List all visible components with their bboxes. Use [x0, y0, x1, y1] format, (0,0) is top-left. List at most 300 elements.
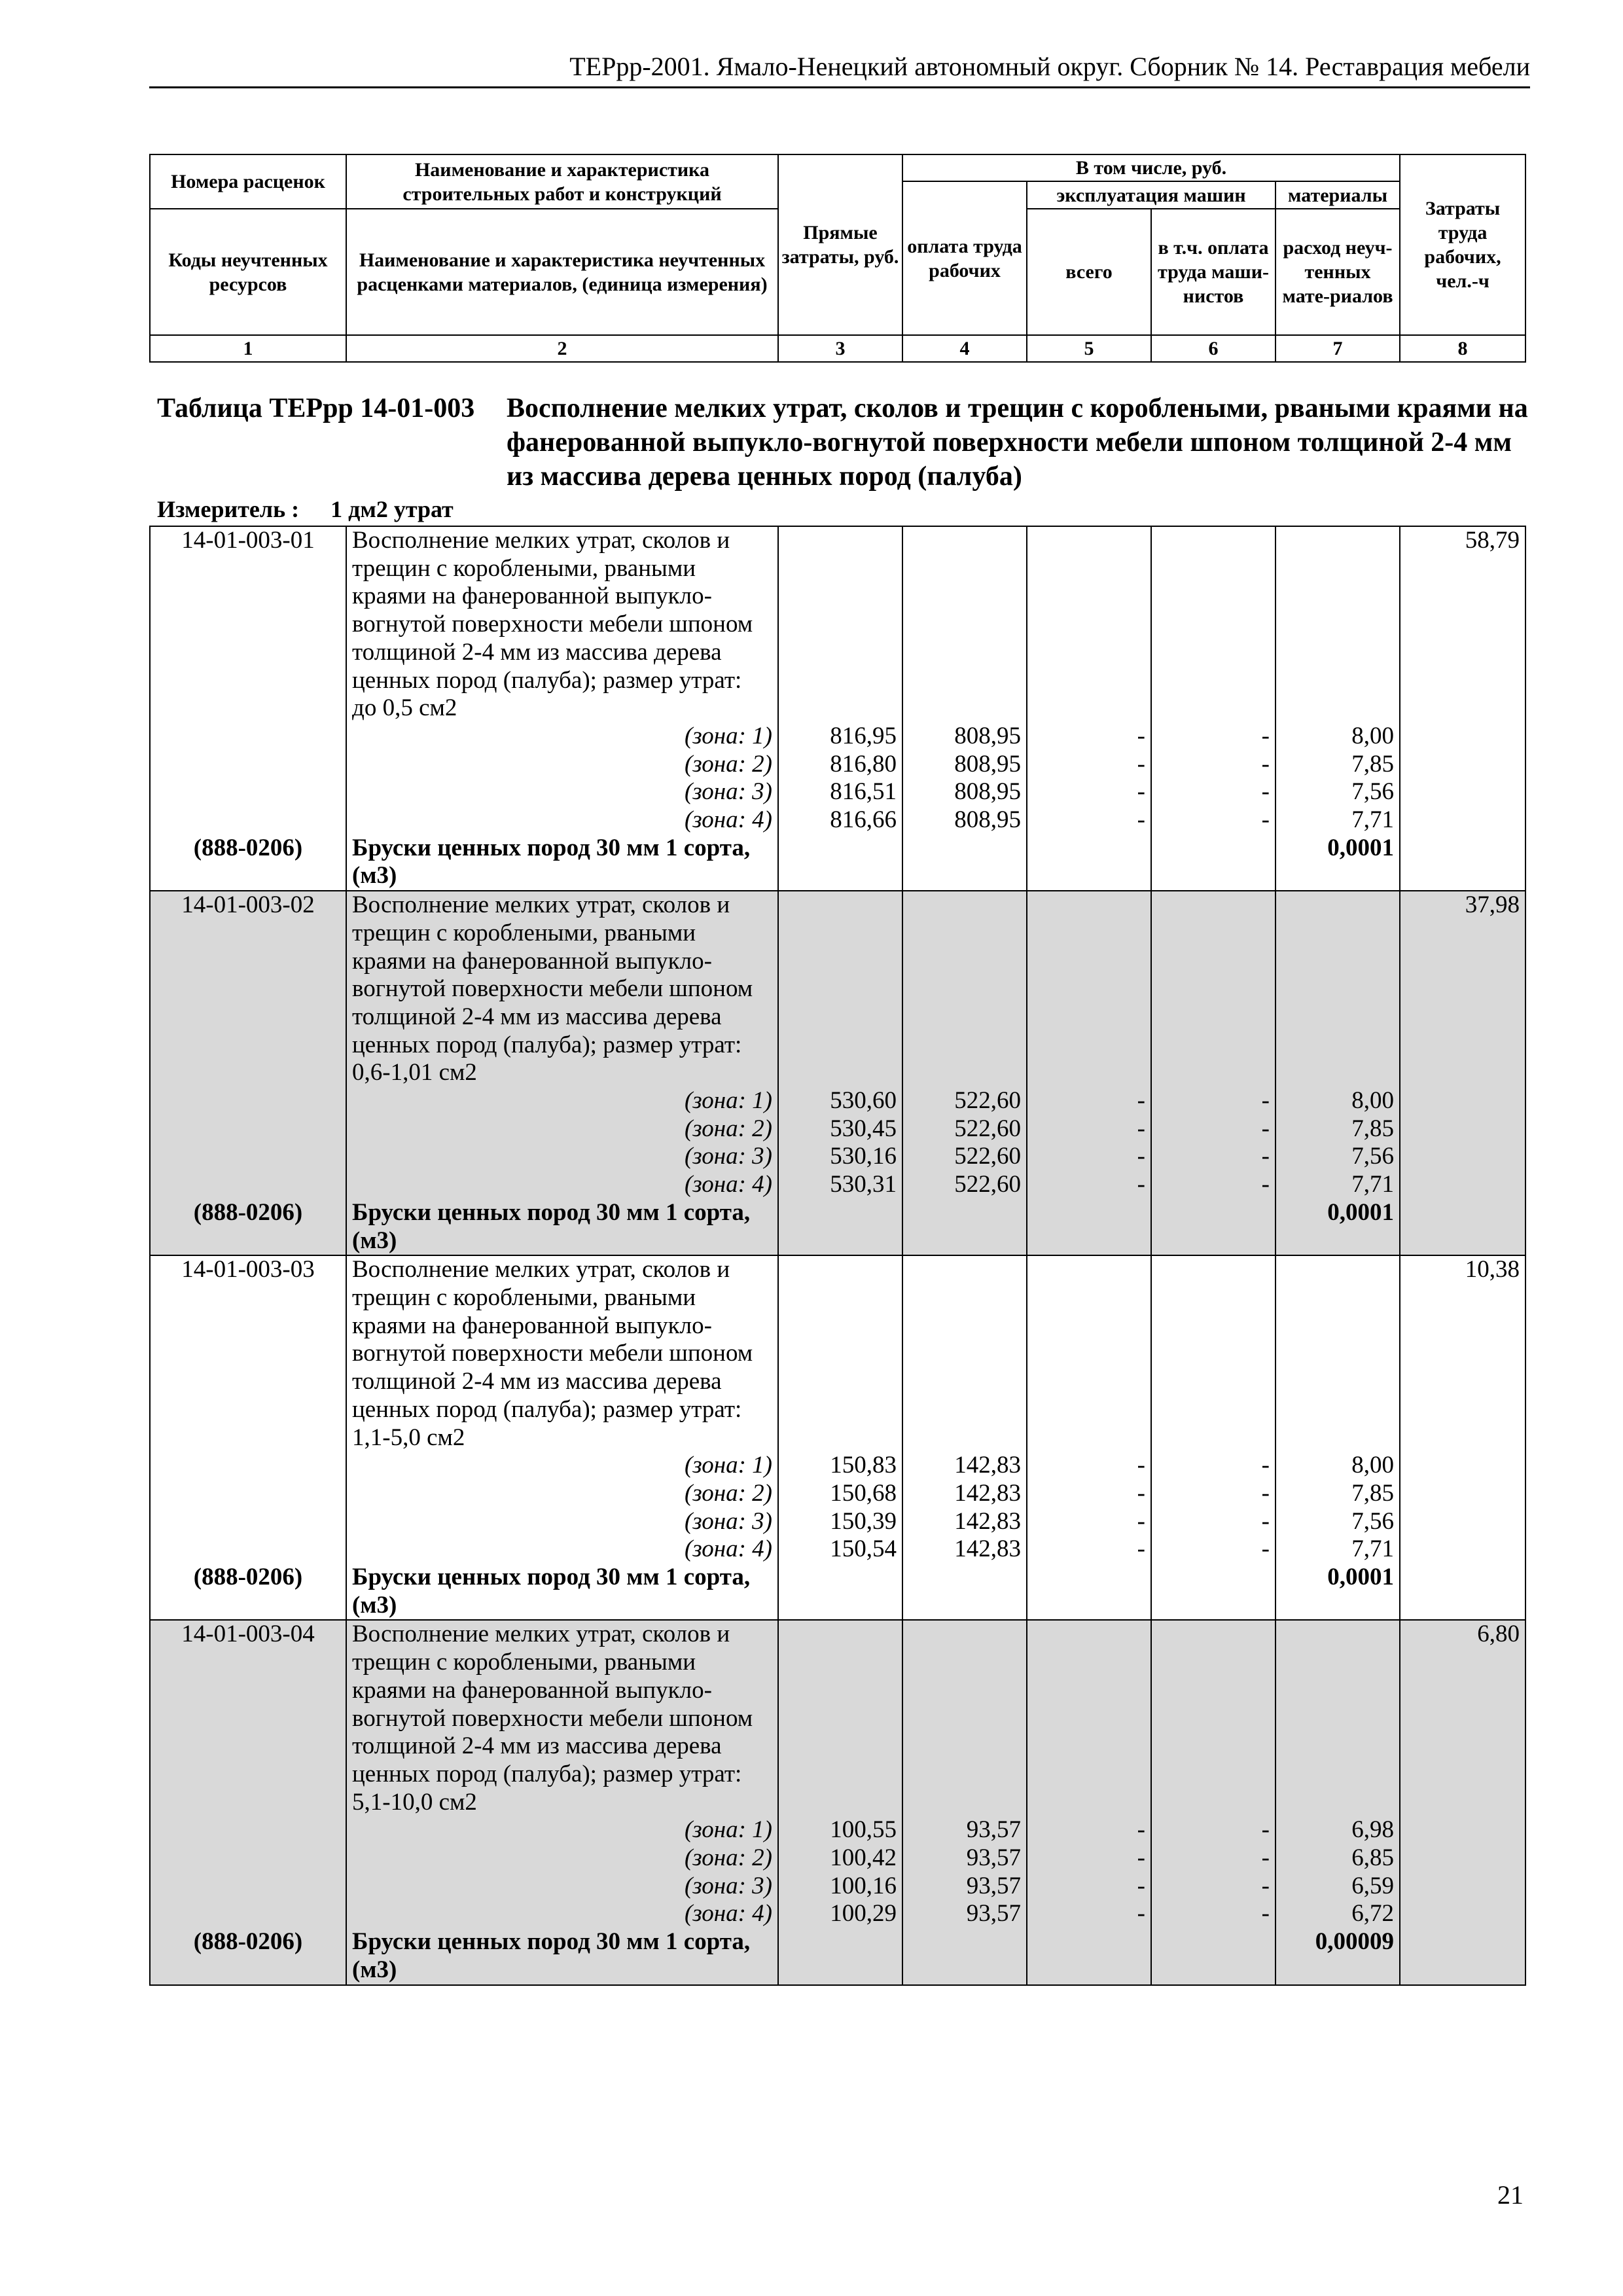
- empty-cell: [778, 948, 902, 976]
- machinist-pay: -: [1151, 1171, 1275, 1199]
- empty-cell: [150, 1761, 346, 1789]
- rate-description-line: трещин с короблеными, рваными: [346, 555, 778, 583]
- empty-cell: [1151, 555, 1275, 583]
- worker-pay: 522,60: [902, 1115, 1027, 1143]
- empty-cell: [902, 1732, 1027, 1761]
- column-number: 5: [1027, 335, 1151, 362]
- empty-cell: [778, 1003, 902, 1031]
- empty-cell: [1400, 1059, 1525, 1087]
- resource-code: (888-0206): [150, 1564, 346, 1592]
- table-row: [150, 778, 1525, 806]
- rate-description-line: Восполнение мелких утрат, сколов и: [346, 526, 778, 555]
- worker-pay: 522,60: [902, 1087, 1027, 1115]
- empty-cell: [150, 975, 346, 1003]
- materials-cost: 7,71: [1275, 806, 1400, 834]
- resource-amount: 0,0001: [1275, 1564, 1400, 1592]
- table-row: [150, 1031, 1525, 1060]
- table-row: [150, 1284, 1525, 1312]
- zone-label: (зона: 4): [346, 1900, 778, 1928]
- empty-cell: [902, 1368, 1027, 1396]
- direct-cost: 150,39: [778, 1508, 902, 1536]
- materials-cost: 6,59: [1275, 1873, 1400, 1901]
- table-row: [150, 834, 1525, 863]
- empty-cell: [1275, 1227, 1400, 1256]
- empty-cell: [150, 1059, 346, 1087]
- empty-cell: [1027, 1031, 1151, 1060]
- machine-total: -: [1027, 723, 1151, 751]
- empty-cell: [1400, 667, 1525, 695]
- empty-cell: [1275, 1705, 1400, 1733]
- empty-cell: [902, 1255, 1027, 1284]
- materials-cost: 8,00: [1275, 723, 1400, 751]
- empty-cell: [150, 1873, 346, 1901]
- worker-pay: 93,57: [902, 1900, 1027, 1928]
- table-row: [150, 948, 1525, 976]
- empty-cell: [1275, 1677, 1400, 1705]
- empty-cell: [1400, 1452, 1525, 1480]
- empty-cell: [1275, 891, 1400, 920]
- rate-description-line: трещин с короблеными, рваными: [346, 1649, 778, 1677]
- empty-cell: [1027, 862, 1151, 891]
- rate-description-line: до 0,5 см2: [346, 694, 778, 723]
- empty-cell: [1400, 1087, 1525, 1115]
- header-rate-numbers: Номера расценок: [150, 154, 346, 209]
- measure-line: [157, 496, 454, 522]
- empty-cell: [150, 920, 346, 948]
- table-row: [150, 1312, 1525, 1340]
- empty-cell: [1027, 834, 1151, 863]
- resource-name-line: (м3): [346, 1592, 778, 1621]
- empty-cell: [1275, 583, 1400, 611]
- empty-cell: [1400, 806, 1525, 834]
- empty-cell: [150, 1312, 346, 1340]
- header-material-name: Наименование и характеристика неучтенных расценками материалов, (единица измерения): [346, 209, 778, 335]
- empty-cell: [150, 1143, 346, 1171]
- materials-cost: 7,85: [1275, 1480, 1400, 1508]
- table-row: [150, 1677, 1525, 1705]
- table-row: [150, 694, 1525, 723]
- empty-cell: [1027, 526, 1151, 555]
- empty-cell: [1151, 891, 1275, 920]
- empty-cell: [150, 611, 346, 639]
- table-row: [150, 1732, 1525, 1761]
- worker-pay: 808,95: [902, 806, 1027, 834]
- table-row: [150, 891, 1525, 920]
- empty-cell: [1027, 1677, 1151, 1705]
- empty-cell: [1275, 1340, 1400, 1368]
- empty-cell: [1027, 1199, 1151, 1227]
- direct-cost: 150,54: [778, 1535, 902, 1564]
- empty-cell: [150, 1705, 346, 1733]
- empty-cell: [1400, 583, 1525, 611]
- empty-cell: [1275, 694, 1400, 723]
- empty-cell: [778, 1564, 902, 1592]
- empty-cell: [1027, 1396, 1151, 1424]
- direct-cost: 816,95: [778, 723, 902, 751]
- table-row: [150, 1368, 1525, 1396]
- machinist-pay: -: [1151, 751, 1275, 779]
- empty-cell: [150, 1340, 346, 1368]
- labor-cost: 37,98: [1400, 891, 1525, 920]
- empty-cell: [1400, 1592, 1525, 1621]
- empty-cell: [1400, 1312, 1525, 1340]
- empty-cell: [1275, 1620, 1400, 1649]
- rate-description-line: ценных пород (палуба); размер утрат:: [346, 1761, 778, 1789]
- empty-cell: [1275, 1789, 1400, 1817]
- empty-cell: [1151, 948, 1275, 976]
- empty-cell: [1400, 834, 1525, 863]
- empty-cell: [1400, 1649, 1525, 1677]
- empty-cell: [778, 920, 902, 948]
- empty-cell: [1275, 1368, 1400, 1396]
- empty-cell: [1027, 611, 1151, 639]
- machinist-pay: -: [1151, 1900, 1275, 1928]
- rate-description-line: Восполнение мелких утрат, сколов и: [346, 1620, 778, 1649]
- empty-cell: [1027, 1312, 1151, 1340]
- empty-cell: [1151, 1284, 1275, 1312]
- machinist-pay: -: [1151, 1143, 1275, 1171]
- empty-cell: [1275, 1592, 1400, 1621]
- empty-cell: [902, 1003, 1027, 1031]
- table-row: [150, 1816, 1525, 1844]
- empty-cell: [1151, 611, 1275, 639]
- materials-cost: 7,56: [1275, 1508, 1400, 1536]
- empty-cell: [150, 583, 346, 611]
- empty-cell: [1275, 639, 1400, 667]
- empty-cell: [1151, 920, 1275, 948]
- table-row: [150, 1564, 1525, 1592]
- rate-description-line: Восполнение мелких утрат, сколов и: [346, 1255, 778, 1284]
- machinist-pay: -: [1151, 1873, 1275, 1901]
- empty-cell: [1027, 1564, 1151, 1592]
- empty-cell: [1151, 1761, 1275, 1789]
- empty-cell: [1400, 611, 1525, 639]
- machinist-pay: -: [1151, 1535, 1275, 1564]
- empty-cell: [150, 1227, 346, 1256]
- empty-cell: [778, 1620, 902, 1649]
- machine-total: -: [1027, 1115, 1151, 1143]
- empty-cell: [1027, 1620, 1151, 1649]
- table-row: [150, 1003, 1525, 1031]
- empty-cell: [1151, 1592, 1275, 1621]
- rate-description-line: краями на фанерованной выпукло-: [346, 1677, 778, 1705]
- empty-cell: [778, 1677, 902, 1705]
- header-worker-pay: оплата труда рабочих: [902, 181, 1027, 335]
- empty-cell: [902, 920, 1027, 948]
- empty-cell: [778, 694, 902, 723]
- rate-description-line: краями на фанерованной выпукло-: [346, 1312, 778, 1340]
- direct-cost: 816,80: [778, 751, 902, 779]
- table-row: [150, 1115, 1525, 1143]
- table-row: [150, 1620, 1525, 1649]
- empty-cell: [1400, 1956, 1525, 1985]
- empty-cell: [1400, 723, 1525, 751]
- empty-cell: [1400, 1031, 1525, 1060]
- empty-cell: [1151, 583, 1275, 611]
- empty-cell: [150, 1816, 346, 1844]
- empty-cell: [1275, 975, 1400, 1003]
- resource-name-line: (м3): [346, 1227, 778, 1256]
- empty-cell: [902, 1199, 1027, 1227]
- empty-cell: [902, 1649, 1027, 1677]
- empty-cell: [1275, 1396, 1400, 1424]
- materials-cost: 7,85: [1275, 751, 1400, 779]
- zone-label: (зона: 4): [346, 1171, 778, 1199]
- resource-name-line: Бруски ценных пород 30 мм 1 сорта,: [346, 1199, 778, 1227]
- empty-cell: [902, 1789, 1027, 1817]
- materials-cost: 8,00: [1275, 1452, 1400, 1480]
- table-row: [150, 1535, 1525, 1564]
- empty-cell: [150, 1508, 346, 1536]
- empty-cell: [1400, 1732, 1525, 1761]
- empty-cell: [150, 1031, 346, 1060]
- empty-cell: [778, 1227, 902, 1256]
- machinist-pay: -: [1151, 723, 1275, 751]
- rate-description-line: Восполнение мелких утрат, сколов и: [346, 891, 778, 920]
- zone-label: (зона: 1): [346, 1816, 778, 1844]
- table-row: [150, 1873, 1525, 1901]
- empty-cell: [902, 667, 1027, 695]
- empty-cell: [150, 751, 346, 779]
- empty-cell: [150, 1284, 346, 1312]
- worker-pay: 142,83: [902, 1535, 1027, 1564]
- empty-cell: [778, 1368, 902, 1396]
- empty-cell: [150, 667, 346, 695]
- rate-description-line: толщиной 2-4 мм из массива дерева: [346, 639, 778, 667]
- empty-cell: [902, 975, 1027, 1003]
- empty-cell: [1400, 1115, 1525, 1143]
- empty-cell: [778, 1732, 902, 1761]
- empty-cell: [902, 1059, 1027, 1087]
- header-machinist-pay: в т.ч. оплата труда маши-нистов: [1151, 209, 1275, 335]
- worker-pay: 808,95: [902, 778, 1027, 806]
- empty-cell: [1027, 583, 1151, 611]
- empty-cell: [902, 611, 1027, 639]
- empty-cell: [1027, 1649, 1151, 1677]
- empty-cell: [1400, 975, 1525, 1003]
- worker-pay: 142,83: [902, 1452, 1027, 1480]
- empty-cell: [778, 862, 902, 891]
- empty-cell: [150, 1956, 346, 1985]
- header-materials: материалы: [1275, 181, 1400, 209]
- table-row: [150, 1649, 1525, 1677]
- table-row: [150, 751, 1525, 779]
- empty-cell: [150, 778, 346, 806]
- column-number: 1: [150, 335, 346, 362]
- empty-cell: [1400, 1368, 1525, 1396]
- machine-total: -: [1027, 1816, 1151, 1844]
- rate-description-line: ценных пород (палуба); размер утрат:: [346, 1396, 778, 1424]
- column-number: 6: [1151, 335, 1275, 362]
- empty-cell: [1275, 948, 1400, 976]
- empty-cell: [1275, 1284, 1400, 1312]
- empty-cell: [1400, 1171, 1525, 1199]
- machine-total: -: [1027, 1087, 1151, 1115]
- table-caption-label: Таблица ТЕРрр 14-01-003: [157, 393, 475, 423]
- resource-code: (888-0206): [150, 1928, 346, 1956]
- zone-label: (зона: 1): [346, 723, 778, 751]
- empty-cell: [778, 583, 902, 611]
- empty-cell: [1400, 778, 1525, 806]
- resource-name-line: Бруски ценных пород 30 мм 1 сорта,: [346, 1564, 778, 1592]
- empty-cell: [150, 1649, 346, 1677]
- table-row: [150, 1171, 1525, 1199]
- empty-cell: [902, 1312, 1027, 1340]
- table-row: [150, 1480, 1525, 1508]
- empty-cell: [150, 862, 346, 891]
- header-including: В том числе, руб.: [902, 154, 1400, 181]
- empty-cell: [902, 1564, 1027, 1592]
- empty-cell: [1151, 1227, 1275, 1256]
- materials-cost: 6,72: [1275, 1900, 1400, 1928]
- direct-cost: 150,83: [778, 1452, 902, 1480]
- empty-cell: [1275, 555, 1400, 583]
- empty-cell: [778, 1592, 902, 1621]
- rate-description-line: краями на фанерованной выпукло-: [346, 583, 778, 611]
- empty-cell: [150, 1480, 346, 1508]
- materials-cost: 8,00: [1275, 1087, 1400, 1115]
- resource-amount: 0,00009: [1275, 1928, 1400, 1956]
- empty-cell: [1027, 1284, 1151, 1312]
- table-row: [150, 975, 1525, 1003]
- empty-cell: [1151, 1312, 1275, 1340]
- machinist-pay: -: [1151, 1452, 1275, 1480]
- table-row: [150, 1227, 1525, 1256]
- empty-cell: [150, 1087, 346, 1115]
- direct-cost: 100,42: [778, 1844, 902, 1873]
- table-row: [150, 1928, 1525, 1956]
- labor-cost: 6,80: [1400, 1620, 1525, 1649]
- empty-cell: [902, 639, 1027, 667]
- empty-cell: [1151, 1003, 1275, 1031]
- rate-code: 14-01-003-02: [150, 891, 346, 920]
- empty-cell: [1027, 1789, 1151, 1817]
- machine-total: -: [1027, 1171, 1151, 1199]
- machinist-pay: -: [1151, 1844, 1275, 1873]
- zone-label: (зона: 1): [346, 1452, 778, 1480]
- empty-cell: [902, 1677, 1027, 1705]
- rate-description-line: трещин с короблеными, рваными: [346, 1284, 778, 1312]
- zone-label: (зона: 3): [346, 778, 778, 806]
- header-machine-operation: эксплуатация машин: [1027, 181, 1275, 209]
- empty-cell: [150, 555, 346, 583]
- machine-total: -: [1027, 778, 1151, 806]
- empty-cell: [1400, 1816, 1525, 1844]
- empty-cell: [150, 948, 346, 976]
- empty-cell: [1027, 667, 1151, 695]
- empty-cell: [778, 1928, 902, 1956]
- table-row: [150, 1059, 1525, 1087]
- resource-amount: 0,0001: [1275, 1199, 1400, 1227]
- empty-cell: [1027, 891, 1151, 920]
- empty-cell: [1027, 1592, 1151, 1621]
- table-row: [150, 555, 1525, 583]
- empty-cell: [150, 1592, 346, 1621]
- table-row: [150, 862, 1525, 891]
- table-row: [150, 1761, 1525, 1789]
- empty-cell: [150, 1396, 346, 1424]
- empty-cell: [1275, 1059, 1400, 1087]
- empty-cell: [1151, 639, 1275, 667]
- direct-cost: 530,60: [778, 1087, 902, 1115]
- worker-pay: 522,60: [902, 1171, 1027, 1199]
- resource-code: (888-0206): [150, 834, 346, 863]
- worker-pay: 142,83: [902, 1480, 1027, 1508]
- table-row: [150, 1424, 1525, 1452]
- empty-cell: [150, 1789, 346, 1817]
- zone-label: (зона: 3): [346, 1143, 778, 1171]
- empty-cell: [1400, 1143, 1525, 1171]
- empty-cell: [1151, 1424, 1275, 1452]
- empty-cell: [778, 1199, 902, 1227]
- empty-cell: [1400, 1844, 1525, 1873]
- empty-cell: [150, 1424, 346, 1452]
- rate-description-line: толщиной 2-4 мм из массива дерева: [346, 1003, 778, 1031]
- empty-cell: [778, 1312, 902, 1340]
- labor-cost: 58,79: [1400, 526, 1525, 555]
- empty-cell: [150, 1003, 346, 1031]
- labor-cost: 10,38: [1400, 1255, 1525, 1284]
- empty-cell: [150, 1844, 346, 1873]
- running-header: ТЕРрр-2001. Ямало-Ненецкий автономный округ. Сборник № 14. Реставрация мебели: [149, 47, 1530, 88]
- empty-cell: [1151, 834, 1275, 863]
- empty-cell: [1400, 1900, 1525, 1928]
- direct-cost: 100,29: [778, 1900, 902, 1928]
- empty-cell: [1027, 1340, 1151, 1368]
- empty-cell: [1275, 526, 1400, 555]
- empty-cell: [902, 1396, 1027, 1424]
- table-row: [150, 1900, 1525, 1928]
- empty-cell: [1027, 1956, 1151, 1985]
- empty-cell: [150, 1171, 346, 1199]
- empty-cell: [778, 1255, 902, 1284]
- empty-cell: [1400, 639, 1525, 667]
- materials-cost: 7,56: [1275, 778, 1400, 806]
- table-row: [150, 723, 1525, 751]
- table-row: [150, 1340, 1525, 1368]
- empty-cell: [778, 1284, 902, 1312]
- empty-cell: [150, 1452, 346, 1480]
- empty-cell: [1400, 1284, 1525, 1312]
- empty-cell: [1151, 1649, 1275, 1677]
- empty-cell: [902, 1761, 1027, 1789]
- machinist-pay: -: [1151, 1480, 1275, 1508]
- direct-cost: 530,16: [778, 1143, 902, 1171]
- empty-cell: [778, 975, 902, 1003]
- direct-cost: 530,31: [778, 1171, 902, 1199]
- empty-cell: [902, 583, 1027, 611]
- table-row: [150, 1956, 1525, 1985]
- worker-pay: 93,57: [902, 1816, 1027, 1844]
- machinist-pay: -: [1151, 1816, 1275, 1844]
- zone-label: (зона: 1): [346, 1087, 778, 1115]
- empty-cell: [1151, 1732, 1275, 1761]
- rate-code: 14-01-003-03: [150, 1255, 346, 1284]
- header-machine-total: всего: [1027, 209, 1151, 335]
- rate-description-line: 1,1-5,0 см2: [346, 1424, 778, 1452]
- table-row: [150, 1087, 1525, 1115]
- empty-cell: [902, 1227, 1027, 1256]
- empty-cell: [902, 1956, 1027, 1985]
- empty-cell: [150, 723, 346, 751]
- empty-cell: [1027, 1003, 1151, 1031]
- empty-cell: [778, 1340, 902, 1368]
- direct-cost: 816,66: [778, 806, 902, 834]
- empty-cell: [150, 1535, 346, 1564]
- table-row: [150, 920, 1525, 948]
- rate-description-line: трещин с короблеными, рваными: [346, 920, 778, 948]
- materials-cost: 7,85: [1275, 1115, 1400, 1143]
